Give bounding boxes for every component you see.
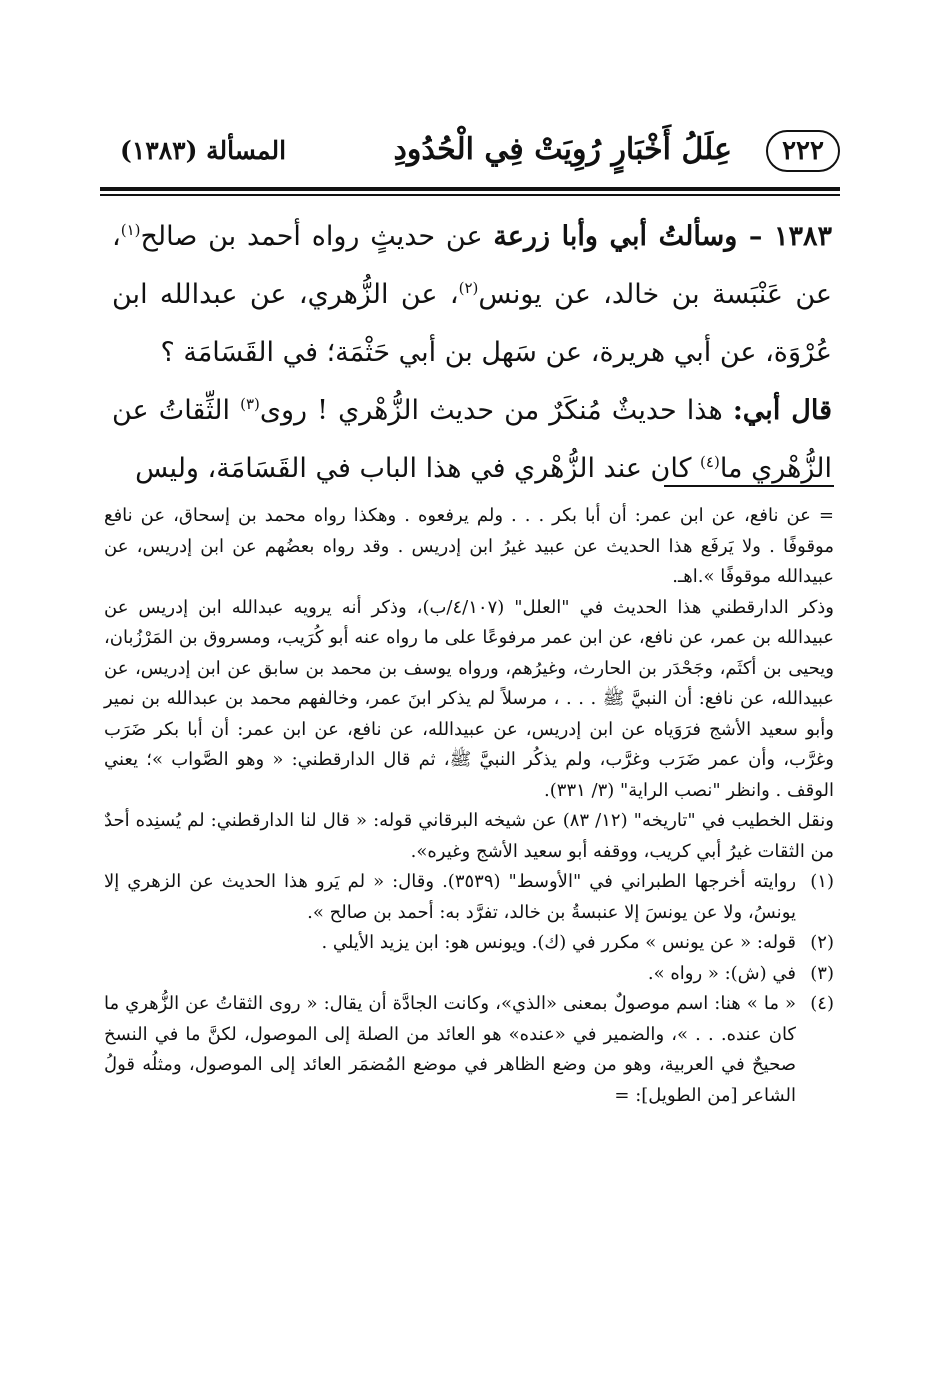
text-run: الثِّقاتُ عن الزُّهْري ما xyxy=(112,395,832,484)
footnotes xyxy=(104,501,834,1111)
issue-number: ١٣٨٣ – xyxy=(737,221,832,252)
running-title: عِلَلُ أَخْبَارٍ رُوِيَتْ فِي الْحُدُودِ xyxy=(393,132,732,167)
paragraph-question xyxy=(112,208,832,382)
footnote-ref-4[interactable]: (٤) xyxy=(700,453,720,471)
footnote-text: روايته أخرجها الطبراني في "الأوسط" (٣٥٣٩). وقال: « لم يَرو هذا الحديث عن الزهري إلا يونسُ، ولا عن يونسَ إلا عنبسةُ بن خالد، تفرَّد به: أحمد بن صالح ». xyxy=(104,871,797,923)
footnote-number: (٤) xyxy=(810,993,834,1014)
text-run: ، عن عَنْبَسة بن خالد، عن يونس xyxy=(112,221,832,310)
footnote-continuation: = عن نافع، عن ابن عمر: أن أبا بكر . . . ولم يرفعوه . وهكذا رواه محمد بن إسحاق، عن نافع موقوفًا . ولا يَرفَع هذا الحديث عن عبيد غيرُ ابن إدريس . وقد رواه بعضُهم عن ابن إدريس، عن عبيدالله موقوفًا ».اهـ. xyxy=(104,505,834,587)
text-run: كان عند الزُّهْري في هذا الباب في القَسَامَة، وليس xyxy=(135,453,701,484)
footnote-number: (٣) xyxy=(810,962,834,984)
footnote-number: (٢) xyxy=(810,932,834,953)
page-number: ٢٢٢ xyxy=(766,130,840,172)
footnote-continuation: ونقل الخطيب في "تاريخه" (١٢/ ٨٣) عن شيخه البرقاني قوله: « قال لنا الدارقطني: لم يُسنِده أحدٌ من الثقات غيرُ أبي كريب، ووقفه أبو سعيد الأشج وغيره». xyxy=(104,810,834,862)
answer-lead: قال أبي: xyxy=(732,395,832,426)
footnote-text: قوله: « عن يونس » مكرر في (ك). ويونس هو: ابن يزيد الأيلي . xyxy=(321,932,796,953)
footnote-2 xyxy=(104,928,834,959)
footnote-ref-1[interactable]: (١) xyxy=(120,221,141,239)
page-header xyxy=(100,130,840,182)
footnote-ref-2[interactable]: (٢) xyxy=(458,279,479,297)
issue-label: المسألة (١٣٨٣) xyxy=(120,136,287,165)
text-run: ، عن الزُّهري، عن عبدالله ابن عُرْوَة، عن أبي هريرة، عن سَهل بن أبي حَثْمَة؛ في القَسَامَة ؟ xyxy=(112,279,832,368)
text-run: عن حديثٍ رواه أحمد بن صالح xyxy=(140,221,494,252)
footnote-3 xyxy=(104,959,834,990)
question-lead: وسألتُ أبي وأبا زرعة xyxy=(493,221,738,252)
header-rule-thick xyxy=(100,187,840,191)
footnote-text: في (ش): « رواه ». xyxy=(647,962,796,984)
header-rule-thin xyxy=(100,194,840,196)
footnote-continuation: وذكر الدارقطني هذا الحديث في "العلل" (٤/١٠٧/ب)، وذكر أنه يرويه عبدالله ابن إدريس عن عبيدالله بن عمر، عن نافع، عن ابن عمر مرفوعًا على ما رواه عنه أبو كُرَيب، ومسروق بن المَرْزُبان، ويحيى بن أكثَم، وجَحْدَر بن الحارث، وغيرُهم، ورواه يوسف بن محمد بن سابق عن ابن إدريس، عن عبيدالله، عن نافع: أن النبيَّ ﷺ . . . ، مرسلاً لم يذكر ابنَ عمر، وخالفهم محمد بن عبدالله بن نمير وأبو سعيد الأشج فرَوَياه عن ابن إدريس، عن عبيدالله، عن نافع، عن ابن عمر: أن أبا بكر ضَرَب وغرَّب، وأن عمر ضَرَب وغرَّب، ولم يذكُر النبيَّ ﷺ، ثم قال الدارقطني: « وهو الصَّواب »؛ يعني الوقف . وانظر "نصب الراية" (٣/ ٣٣١). xyxy=(104,596,834,801)
footnote-number: (١) xyxy=(810,871,834,892)
paragraph-answer xyxy=(112,382,832,498)
footnote-separator xyxy=(664,485,834,487)
footnote-4 xyxy=(104,989,834,1111)
footnote-ref-3[interactable]: (٣) xyxy=(240,395,260,413)
main-text xyxy=(112,208,832,498)
footnote-1 xyxy=(104,867,834,928)
footnote-text: « ما » هنا: اسم موصولٌ بمعنى «الذي»، وكانت الجادَّة أن يقال: « روى الثقاتُ عن الزُّهري ما كان عنده. . . »، والضمير في «عنده» هو العائد من الصلة إلى الموصول، لكنَّ ما في النسخ صحيحٌ في العربية، وهو من وضع الظاهر في موضع المُضمَر العائد إلى الموصول، ومثلُه قولُ الشاعر [من الطويل]: = xyxy=(104,993,797,1106)
text-run: هذا حديثٌ مُنكَرٌ من حديث الزُّهْري ! روى xyxy=(259,395,733,426)
